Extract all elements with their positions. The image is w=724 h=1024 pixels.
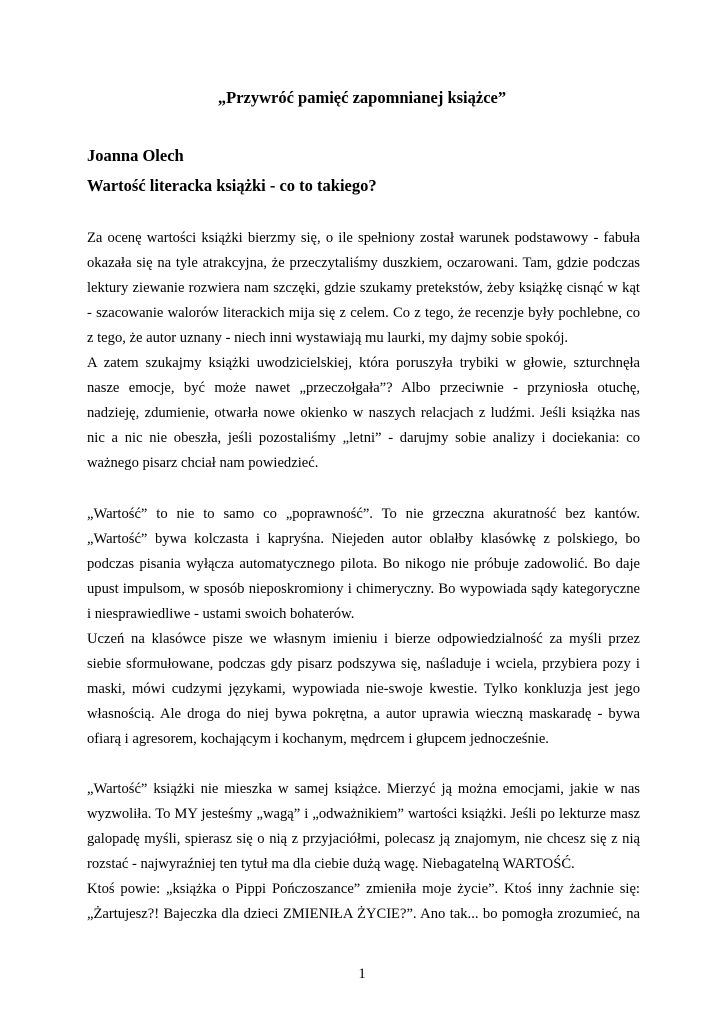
text-line: Za ocenę wartości książki bierzmy się, o ile spełniony został warunek podstawowy - fabuła bbox=[87, 230, 640, 246]
text-line: nadzieję, zdumienie, otwarła nowe okienko w naszych relacjach z ludźmi. Jeśli książka nas bbox=[87, 405, 640, 421]
text-line: z tego, że autor uznany - niech inni wystawiają mu laurki, my dajmy sobie spokój. bbox=[87, 330, 569, 346]
text-line: - szacowanie walorów literackich mija się z celem. Co z tego, że recenzje były pochlebne, co bbox=[87, 305, 640, 321]
text-line: „Wartość” to nie to samo co „poprawność”. To nie grzeczna akuratność bez kantów. bbox=[87, 506, 640, 522]
text-line: podczas pisania wyłącza automatycznego pilota. Bo nikogo nie próbuje zadowolić. Bo daje bbox=[87, 556, 640, 572]
author-name: Joanna Olech bbox=[87, 146, 184, 165]
text-line: ofiarą i agresorem, kochającym i kochanym, mędrcem i głupcem jednocześnie. bbox=[87, 731, 549, 747]
text-line: rozstać - najwyraźniej ten tytuł ma dla ciebie dużą wagę. Niebagatelną WARTOŚĆ. bbox=[87, 856, 575, 872]
text-line: ważnego pisarz chciał nam powiedzieć. bbox=[87, 455, 319, 471]
text-line: nasze emocje, być może nawet „przeczołgała”? Albo przeciwnie - przyniosła otuchę, bbox=[87, 380, 640, 396]
paragraph-block-1 bbox=[87, 226, 640, 476]
paragraph-block-2 bbox=[87, 502, 640, 752]
text-line: „Wartość” książki nie mieszka w samej książce. Mierzyć ją można emocjami, jakie w nas bbox=[87, 781, 640, 797]
text-line: A zatem szukajmy książki uwodzicielskiej, która poruszyła trybiki w głowie, szturchnęła bbox=[87, 355, 640, 371]
page-number: 1 bbox=[358, 966, 366, 982]
section-heading: Wartość literacka książki - co to takiego? bbox=[87, 176, 377, 195]
text-line: i niesprawiedliwe - ustami swoich bohaterów. bbox=[87, 606, 355, 622]
text-line: okazała się na tyle atrakcyjna, że przeczytaliśmy duszkiem, oczarowani. Tam, gdzie podczas bbox=[87, 255, 640, 271]
document-title: „Przywróć pamięć zapomnianej książce” bbox=[217, 88, 507, 107]
text-line: nic a nic nie obeszła, jeśli pozostaliśmy „letni” - darujmy sobie analizy i dociekania: co bbox=[87, 430, 640, 446]
text-line: „Wartość” bywa kolczasta i kapryśna. Niejeden autor oblałby klasówkę z polskiego, bo bbox=[87, 531, 640, 547]
text-line: galopadę myśli, spierasz się o nią z przyjaciółmi, polecasz ją znajomym, nie chcesz się z nią bbox=[87, 831, 640, 847]
text-line: Uczeń na klasówce pisze we własnym imieniu i bierze odpowiedzialność za myśli przez bbox=[87, 631, 640, 647]
paragraph-block-3 bbox=[87, 777, 640, 927]
text-line: własnością. Ale droga do niej bywa pokrętna, a autor uprawia wieczną maskaradę - bywa bbox=[87, 706, 640, 722]
text-line: upust impulsom, w sposób nieposkromiony i chimeryczny. Bo wypowiada sądy kategoryczne bbox=[87, 581, 640, 597]
text-line: maski, mówi cudzymi językami, wypowiada nie-swoje kwestie. Tylko konkluzja jest jego bbox=[87, 681, 640, 697]
text-line: „Żartujesz?! Bajeczka dla dzieci ZMIENIŁA ŻYCIE?”. Ano tak... bo pomogła zrozumieć, na bbox=[87, 906, 640, 922]
text-line: wyzwoliła. To MY jesteśmy „wagą” i „odważnikiem” wartości książki. Jeśli po lekturze masz bbox=[87, 806, 640, 822]
text-line: siebie sformułowane, podczas gdy pisarz podszywa się, naśladuje i wciela, przybiera pozy i bbox=[87, 656, 640, 672]
text-line: lektury ziewanie rozwiera nam szczęki, gdzie szukamy pretekstów, żeby książkę cisnąć w kąt bbox=[87, 280, 640, 296]
text-line: Ktoś powie: „książka o Pippi Pończoszance” zmieniła moje życie”. Ktoś inny żachnie się: bbox=[87, 881, 640, 897]
